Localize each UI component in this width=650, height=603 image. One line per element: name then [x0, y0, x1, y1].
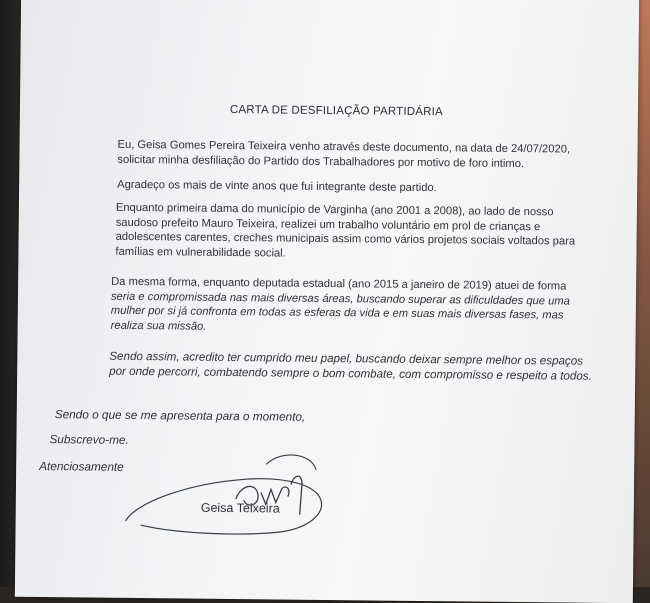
paragraph-2: [117, 178, 437, 196]
letter-document: [15, 0, 639, 603]
paragraph-line: Agradeço os mais de vinte anos que fui integrante deste partido.: [117, 178, 437, 195]
paragraph-line: Enquanto primeira dama do município de Varginha (ano 2001 a 2008), ao lado de nosso: [115, 201, 554, 219]
closing-line-1: Sendo o que se me apresenta para o momento,: [54, 407, 306, 424]
paragraph-5: [109, 350, 592, 384]
paragraph-line: Da mesma forma, enquanto deputada estadual (ano 2015 a janeiro de 2019) atuei de forma: [111, 275, 567, 293]
paragraph-line: Sendo assim, acredito ter cumprido meu papel, buscando deixar sempre melhor os espaços: [109, 349, 584, 368]
letter-paper: [15, 0, 639, 603]
paragraph-line: por onde percorri, combatendo sempre o bom combate, com compromisso e respeito a todos.: [109, 364, 592, 383]
paragraph-line: Eu, Geisa Gomes Pereira Teixeira venho através deste documento, na data de 24/07/2020,: [117, 138, 571, 156]
paragraph-4: [111, 275, 571, 338]
paragraph-3: [115, 201, 575, 264]
paragraph-line: seria e compromissada nas mais diversas áreas, buscando superar as dificuldades que uma: [110, 290, 570, 308]
paragraph-line: solicitar minha desfiliação do Partido dos Trabalhadores por motivo de foro intimo.: [117, 153, 525, 170]
paragraph-line: famílias em vulnerabilidade social.: [115, 245, 286, 260]
paragraph-line: adolescentes carentes, creches municipais assim como vários projetos sociais voltados para: [115, 230, 576, 248]
paragraph-line: saudoso prefeito Mauro Teixeira, realizei um trabalho voluntário em prol de crianças e: [115, 216, 541, 233]
signature-name: Geisa Teixeira: [200, 500, 280, 516]
letter-title: CARTA DE DESFILIAÇÃO PARTIDÁRIA: [229, 103, 444, 119]
signature-scribble: [115, 443, 346, 545]
paragraph-1: [117, 138, 570, 172]
closing-line-3: Atenciosamente: [39, 458, 124, 474]
paragraph-line: realiza sua missão.: [110, 319, 207, 333]
closing-line-2: Subscrevo-me.: [49, 432, 129, 447]
paragraph-line: mulher por si já confronta em todas as esferas da vida e em suas mais diversas fases, mas: [110, 304, 564, 322]
